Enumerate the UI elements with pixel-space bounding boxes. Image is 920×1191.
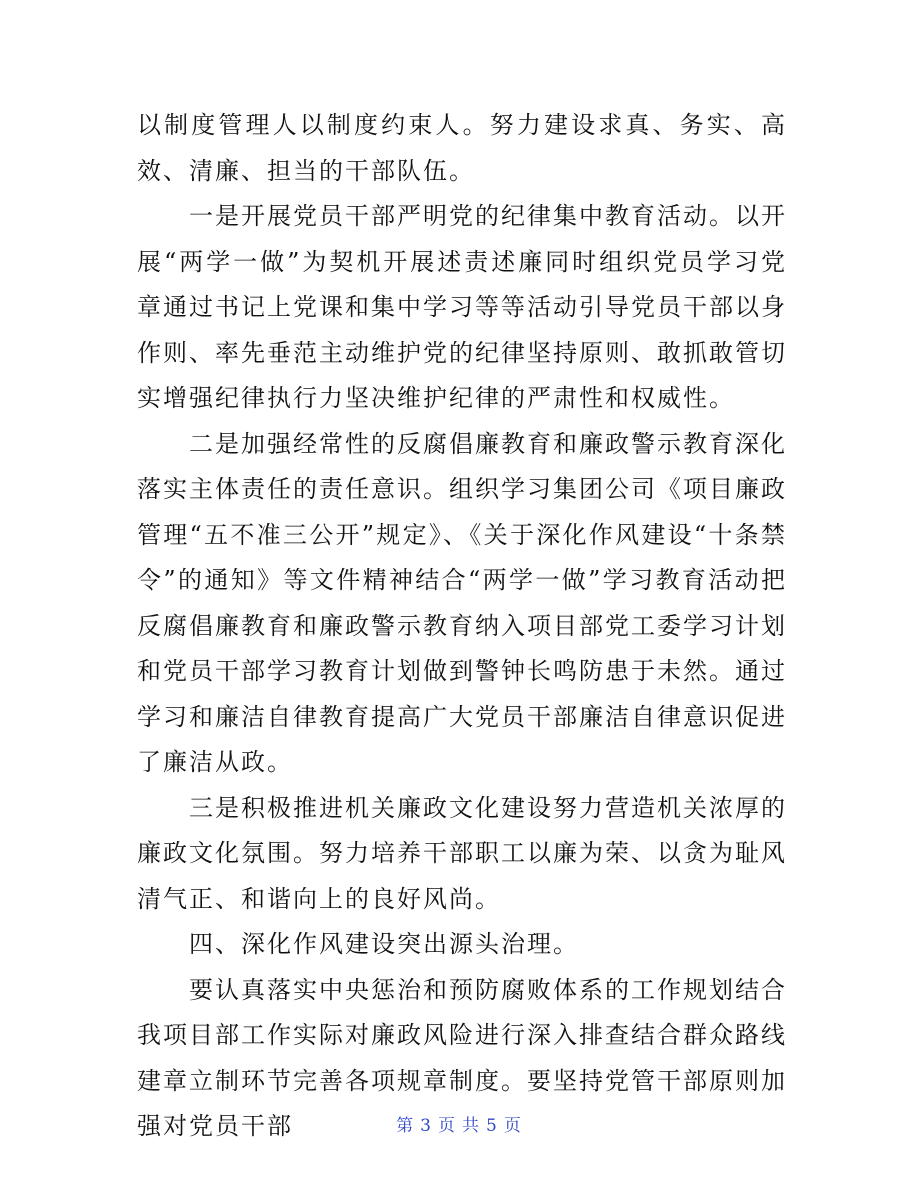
paragraph-discipline-education: 一是开展党员干部严明党的纪律集中教育活动。以开展“两学一做”为契机开展述责述廉同时组织党员学习党章通过书记上党课和集中学习等等活动引导党员干部以身作则、率先垂范主动维护党的纪律坚持原则、敢抓敢管切实增强纪律执行力坚决维护纪律的严肃性和权威性。 (137, 202, 787, 412)
document-body (137, 103, 787, 1150)
paragraph-anti-corruption-education: 二是加强经常性的反腐倡廉教育和廉政警示教育深化落实主体责任的责任意识。组织学习集团公司《项目廉政管理“五不准三公开”规定》、《关于深化作风建设“十条禁令”的通知》等文件精神结合“两学一做”学习教育活动把反腐倡廉教育和廉政警示教育纳入项目部党工委学习计划和党员干部学习教育计划做到警钟长鸣防患于未然。通过学习和廉洁自律教育提高广大党员干部廉洁自律意识促进了廉洁从政。 (137, 429, 787, 776)
paragraph-source-governance: 要认真落实中央惩治和预防腐败体系的工作规划结合我项目部工作实际对廉政风险进行深入排查结合群众路线建章立制环节完善各项规章制度。要坚持党管干部原则加强对党员干部 (137, 975, 787, 1140)
footer-total-label: 共 (462, 1116, 482, 1136)
footer-current-page: 3 (420, 1116, 434, 1136)
paragraph-continuation: 以制度管理人以制度约束人。努力建设求真、务实、高效、清廉、担当的干部队伍。 (137, 111, 787, 185)
page-number-footer (0, 1111, 920, 1136)
footer-total-unit: 页 (503, 1116, 524, 1136)
footer-page-unit: 页 (438, 1116, 458, 1136)
section-heading-work-style: 四、深化作风建设突出源头治理。 (189, 930, 579, 958)
footer-total-pages: 5 (486, 1116, 500, 1136)
paragraph-integrity-culture: 三是积极推进机关廉政文化建设努力营造机关浓厚的廉政文化氛围。努力培养干部职工以廉为荣、以贪为耻风清气正、和谐向上的良好风尚。 (137, 793, 787, 913)
footer-prefix: 第 (396, 1116, 417, 1136)
